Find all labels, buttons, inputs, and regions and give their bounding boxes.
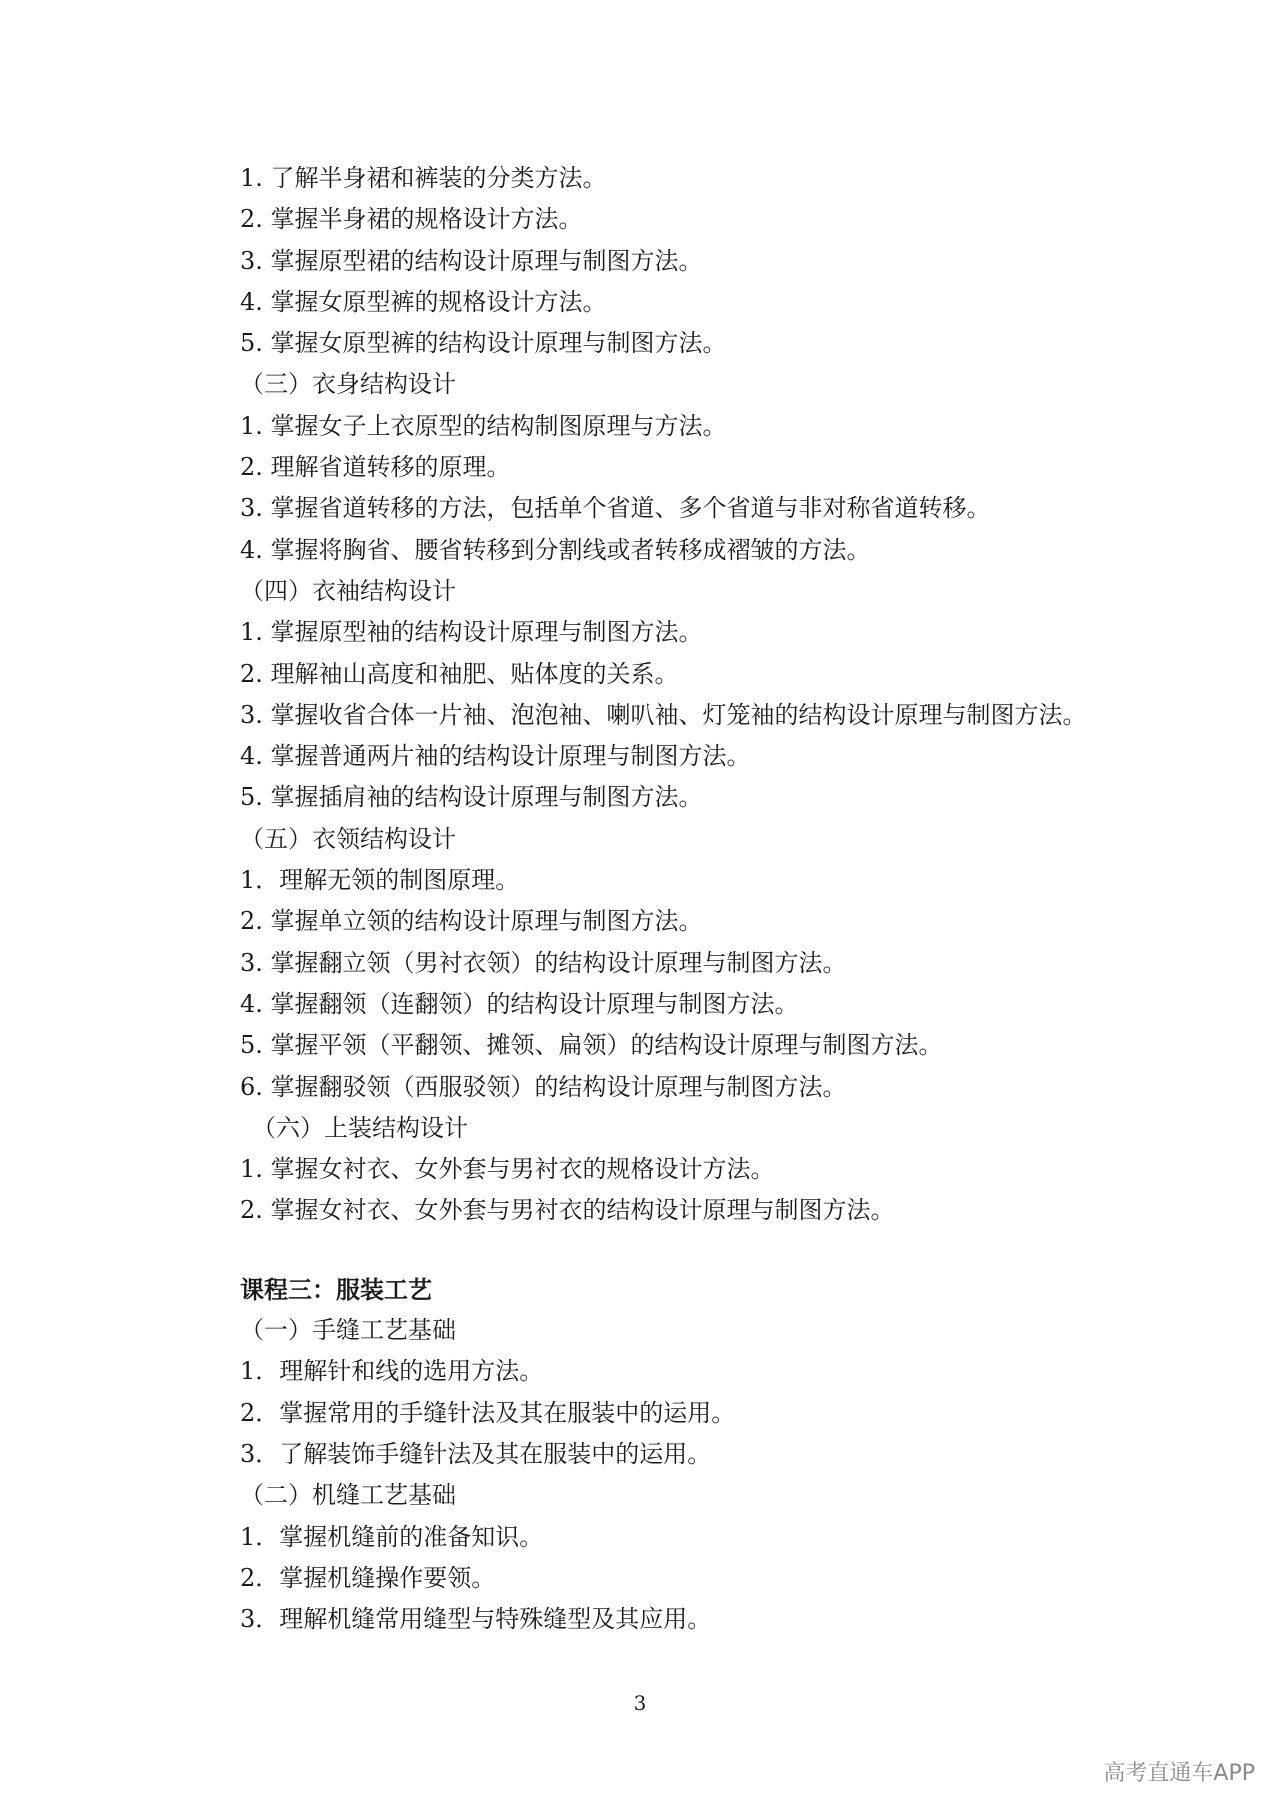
list-item: 1. 掌握原型袖的结构设计原理与制图方法。 bbox=[240, 618, 703, 647]
list-item: 1. 了解半身裙和裤装的分类方法。 bbox=[240, 164, 607, 192]
list-item: 3. 掌握原型裙的结构设计原理与制图方法。 bbox=[240, 246, 703, 275]
subsection-heading: （二）机缝工艺基础 bbox=[240, 1481, 456, 1510]
document-body bbox=[240, 158, 1260, 1640]
subsection-heading: （三）衣身结构设计 bbox=[240, 370, 456, 399]
list-item: 2．掌握机缝操作要领。 bbox=[240, 1563, 496, 1592]
list-item: 3. 掌握翻立领（男衬衣领）的结构设计原理与制图方法。 bbox=[240, 948, 847, 977]
list-item: 2. 理解袖山高度和袖肥、贴体度的关系。 bbox=[240, 659, 679, 688]
list-item: 2．掌握常用的手缝针法及其在服装中的运用。 bbox=[240, 1398, 736, 1427]
list-item: 2. 掌握单立领的结构设计原理与制图方法。 bbox=[240, 907, 703, 936]
list-item: 1. 掌握女衬衣、女外套与男衬衣的规格设计方法。 bbox=[240, 1155, 775, 1184]
subsection-heading: （五）衣领结构设计 bbox=[240, 824, 456, 853]
subsection-heading: （一）手缝工艺基础 bbox=[240, 1316, 456, 1345]
list-item: 4. 掌握翻领（连翻领）的结构设计原理与制图方法。 bbox=[240, 989, 799, 1018]
watermark: 高考直通车APP bbox=[1103, 1761, 1255, 1786]
section-heading: 课程三：服装工艺 bbox=[240, 1274, 432, 1304]
subsection-heading: （六）上装结构设计 bbox=[252, 1113, 468, 1142]
list-item: 1. 掌握女子上衣原型的结构制图原理与方法。 bbox=[240, 411, 727, 440]
list-item: 3. 掌握省道转移的方法，包括单个省道、多个省道与非对称省道转移。 bbox=[240, 494, 991, 523]
list-item: 4. 掌握将胸省、腰省转移到分割线或者转移成褶皱的方法。 bbox=[240, 535, 871, 564]
list-item: 1．掌握机缝前的准备知识。 bbox=[240, 1522, 544, 1551]
list-item: 3．理解机缝常用缝型与特殊缝型及其应用。 bbox=[240, 1605, 712, 1634]
list-item: 4. 掌握女原型裤的规格设计方法。 bbox=[240, 287, 607, 316]
list-item: 5. 掌握插肩袖的结构设计原理与制图方法。 bbox=[240, 783, 703, 812]
list-item: 2. 掌握半身裙的规格设计方法。 bbox=[240, 205, 583, 234]
list-item: 3．了解装饰手缝针法及其在服装中的运用。 bbox=[240, 1439, 712, 1468]
subsection-heading: （四）衣袖结构设计 bbox=[240, 576, 456, 605]
list-item: 4. 掌握普通两片袖的结构设计原理与制图方法。 bbox=[240, 742, 751, 771]
list-item: 6. 掌握翻驳领（西服驳领）的结构设计原理与制图方法。 bbox=[240, 1072, 847, 1101]
list-item: 1．理解无领的制图原理。 bbox=[240, 866, 520, 895]
list-item: 5. 掌握女原型裤的结构设计原理与制图方法。 bbox=[240, 329, 727, 358]
page-number: 3 bbox=[633, 1691, 647, 1715]
list-item: 2. 掌握女衬衣、女外套与男衬衣的结构设计原理与制图方法。 bbox=[240, 1196, 895, 1225]
list-item: 3. 掌握收省合体一片袖、泡泡袖、喇叭袖、灯笼袖的结构设计原理与制图方法。 bbox=[240, 700, 1087, 729]
list-item: 5. 掌握平领（平翻领、摊领、扁领）的结构设计原理与制图方法。 bbox=[240, 1031, 943, 1060]
list-item: 2. 理解省道转移的原理。 bbox=[240, 453, 511, 482]
list-item: 1．理解针和线的选用方法。 bbox=[240, 1357, 544, 1386]
